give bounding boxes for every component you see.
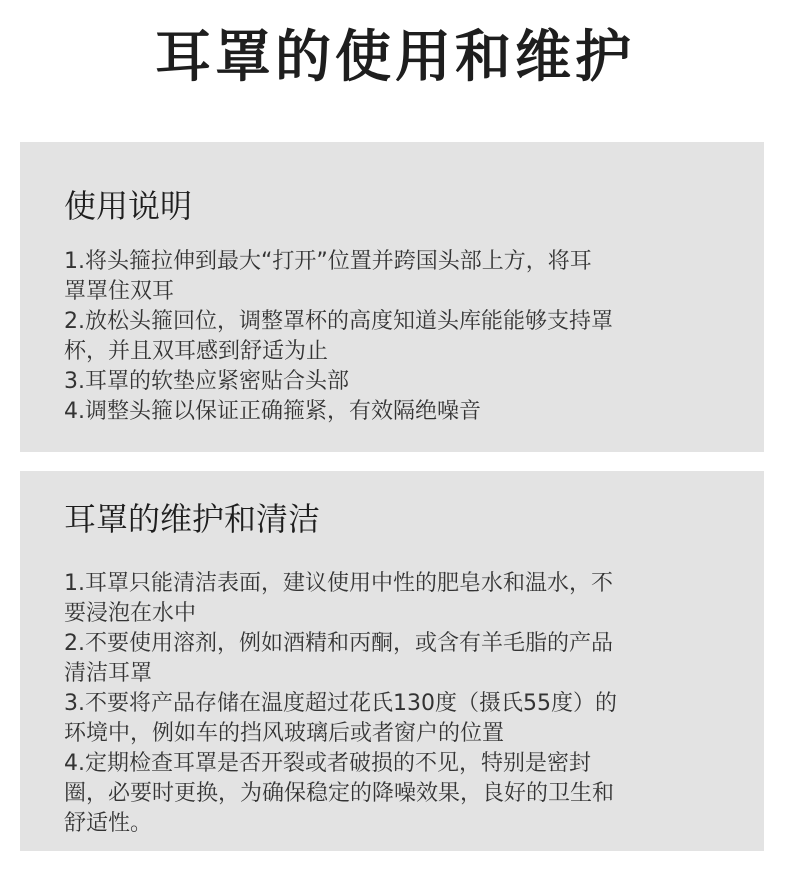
maintenance-item-3: 3.不要将产品存储在温度超过花氏130度（摄氏55度）的 环境中，例如车的挡风玻璃后或者窗户的位置 bbox=[64, 691, 617, 746]
usage-item-4: 4.调整头箍以保证正确箍紧，有效隔绝噪音 bbox=[64, 399, 481, 424]
usage-item-3: 3.耳罩的软垫应紧密贴合头部 bbox=[64, 369, 349, 394]
maintenance-item-1: 1.耳罩只能清洁表面，建议使用中性的肥皂水和温水，不 要浸泡在水中 bbox=[64, 571, 613, 626]
maintenance-item-4: 4.定期检查耳罩是否开裂或者破损的不见，特别是密封 圈，必要时更换，为确保稳定的降噪效果，良好的卫生和 舒适性。 bbox=[64, 751, 615, 836]
usage-item-1: 1.将头箍拉伸到最大“打开”位置并跨国头部上方，将耳 罩罩住双耳 bbox=[64, 249, 592, 304]
maintenance-section bbox=[20, 471, 764, 851]
usage-list bbox=[64, 247, 744, 427]
maintenance-list bbox=[64, 569, 744, 839]
usage-heading: 使用说明 bbox=[64, 187, 193, 225]
maintenance-heading: 耳罩的维护和清洁 bbox=[64, 500, 321, 538]
maintenance-item-2: 2.不要使用溶剂，例如酒精和丙酮，或含有羊毛脂的产品 清洁耳罩 bbox=[64, 631, 613, 686]
page-title: 耳罩的使用和维护 bbox=[155, 25, 635, 90]
usage-item-2: 2.放松头箍回位，调整罩杯的高度知道头库能能够支持罩 杯，并且双耳感到舒适为止 bbox=[64, 309, 613, 364]
usage-section bbox=[20, 142, 764, 452]
